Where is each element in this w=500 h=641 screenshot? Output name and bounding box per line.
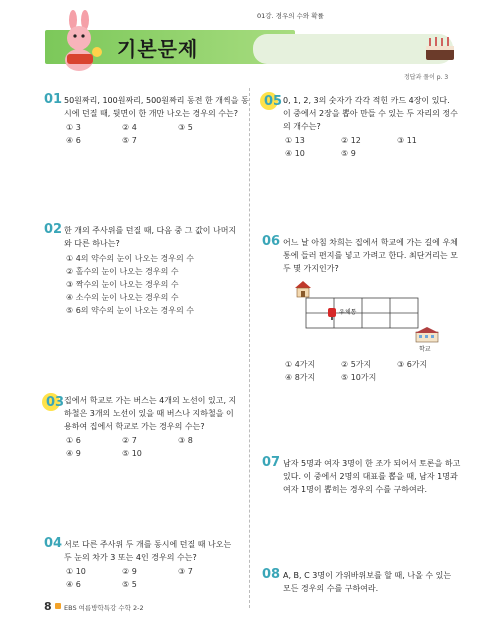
answer-option[interactable]: ② 9 [122,567,137,576]
header [45,30,458,68]
question-text-line: 용하여 집에서 학교로 가는 경우의 수는? [64,422,205,431]
answer-option[interactable]: ④ 9 [66,449,81,458]
answer-option[interactable]: ③ 8 [178,436,193,445]
question-text-line: 의 개수는? [283,122,321,131]
mailbox-label: 우체통 [339,309,357,316]
rabbit-mascot-icon [53,10,109,74]
question-text-line: 남자 5명과 여자 3명이 한 조가 되어서 토론을 하고 [283,459,461,468]
answer-option[interactable]: ④ 6 [66,136,81,145]
cake-icon [422,36,458,62]
section-subtitle: 01강. 경우의 수와 확률 [257,12,324,20]
house-icon [294,280,312,298]
answer-option[interactable]: ① 10 [66,567,86,576]
answer-option[interactable]: ⑤ 9 [341,149,356,158]
mailbox-icon [327,306,337,320]
question-text-line: 통에 들러 편지를 넣고 가려고 한다. 최단거리는 모 [283,251,458,260]
question-text-line: 두 몇 가지인가? [283,264,339,273]
answer-option[interactable]: ③ 11 [397,136,417,145]
answer-reference: 정답과 풀이 p. 3 [404,74,449,81]
answer-option[interactable]: ④ 10 [285,149,305,158]
answer-option[interactable]: ④ 8가지 [285,373,316,382]
question-number: 07 [262,455,281,470]
answer-option[interactable]: ⑤ 5 [122,580,137,589]
street-grid-diagram [296,283,426,333]
footer-text: EBS 여름방학특강 수학 2-2 [64,604,144,612]
question-text-line: 와 다른 하나는? [64,239,120,248]
answer-option[interactable]: ⑤ 6의 약수의 눈이 나오는 경우의 수 [66,306,194,315]
question-text-line: 있다. 이 중에서 2명의 대표를 뽑을 때, 남자 1명과 [283,472,458,481]
question-number: 08 [262,567,281,582]
answer-option[interactable]: ⑤ 10가지 [341,373,377,382]
question-text-line: 여자 1명이 뽑히는 경우의 수를 구하여라. [283,485,427,494]
question-text-line: 어느 날 아침 차희는 집에서 학교에 가는 길에 우체 [283,238,458,247]
question-text-line: 50원짜리, 100원짜리, 500원짜리 동전 한 개씩을 동 [64,96,249,105]
school-label: 학교 [419,346,431,353]
answer-option[interactable]: ③ 짝수의 눈이 나오는 경우의 수 [66,280,179,289]
question-text-line: 집에서 학교로 가는 버스는 4개의 노선이 있고, 지 [64,396,237,405]
answer-option[interactable]: ② 홀수의 눈이 나오는 경우의 수 [66,267,179,276]
question-number: 04 [44,536,63,551]
question-number: 03 [46,395,65,410]
answer-option[interactable]: ① 13 [285,136,305,145]
question-number: 01 [44,92,63,107]
question-text-line: 0, 1, 2, 3의 숫자가 각각 적힌 카드 4장이 있다. [283,96,450,105]
question-number: 02 [44,222,63,237]
answer-option[interactable]: ② 12 [341,136,361,145]
question-text-line: 시에 던질 때, 뒷면이 한 개만 나오는 경우의 수는? [64,109,238,118]
answer-option[interactable]: ① 6 [66,436,81,445]
answer-option[interactable]: ① 4가지 [285,360,316,369]
question-number-bulb [262,94,283,114]
answer-option[interactable]: ④ 6 [66,580,81,589]
question-text-line: 이 중에서 2장을 뽑아 만들 수 있는 두 자리의 정수 [283,109,458,118]
school-icon [414,327,440,343]
ebs-logo-icon [55,603,61,609]
question-text-line: 서로 다른 주사위 두 개를 동시에 던질 때 나오는 [64,540,232,549]
answer-option[interactable]: ③ 5 [178,123,193,132]
question-text-line: 모든 경우의 수를 구하여라. [283,584,379,593]
column-divider [249,88,250,608]
question-text-line: 한 개의 주사위를 던질 때, 다음 중 그 값이 나머지 [64,226,237,235]
answer-option[interactable]: ② 5가지 [341,360,372,369]
page-title: 기본문제 [117,37,199,61]
answer-option[interactable]: ④ 소수의 눈이 나오는 경우의 수 [66,293,179,302]
answer-option[interactable]: ③ 7 [178,567,193,576]
question-number: 06 [262,234,281,249]
answer-option[interactable]: ③ 6가지 [397,360,428,369]
question-text-line: A, B, C 3명이 가위바위보를 할 때, 나올 수 있는 [283,571,452,580]
answer-option[interactable]: ② 7 [122,436,137,445]
answer-option[interactable]: ① 4의 약수의 눈이 나오는 경우의 수 [66,254,194,263]
answer-option[interactable]: ⑤ 10 [122,449,142,458]
answer-option[interactable]: ② 4 [122,123,137,132]
page-number: 8 [44,600,52,613]
question-text-line: 두 눈의 차가 3 또는 4인 경우의 수는? [64,553,197,562]
question-number: 05 [264,94,283,109]
answer-option[interactable]: ① 3 [66,123,81,132]
question-text-line: 하철은 3개의 노선이 있을 때 버스나 지하철을 이 [64,409,234,418]
answer-option[interactable]: ⑤ 7 [122,136,137,145]
question-number-bulb [44,395,65,415]
